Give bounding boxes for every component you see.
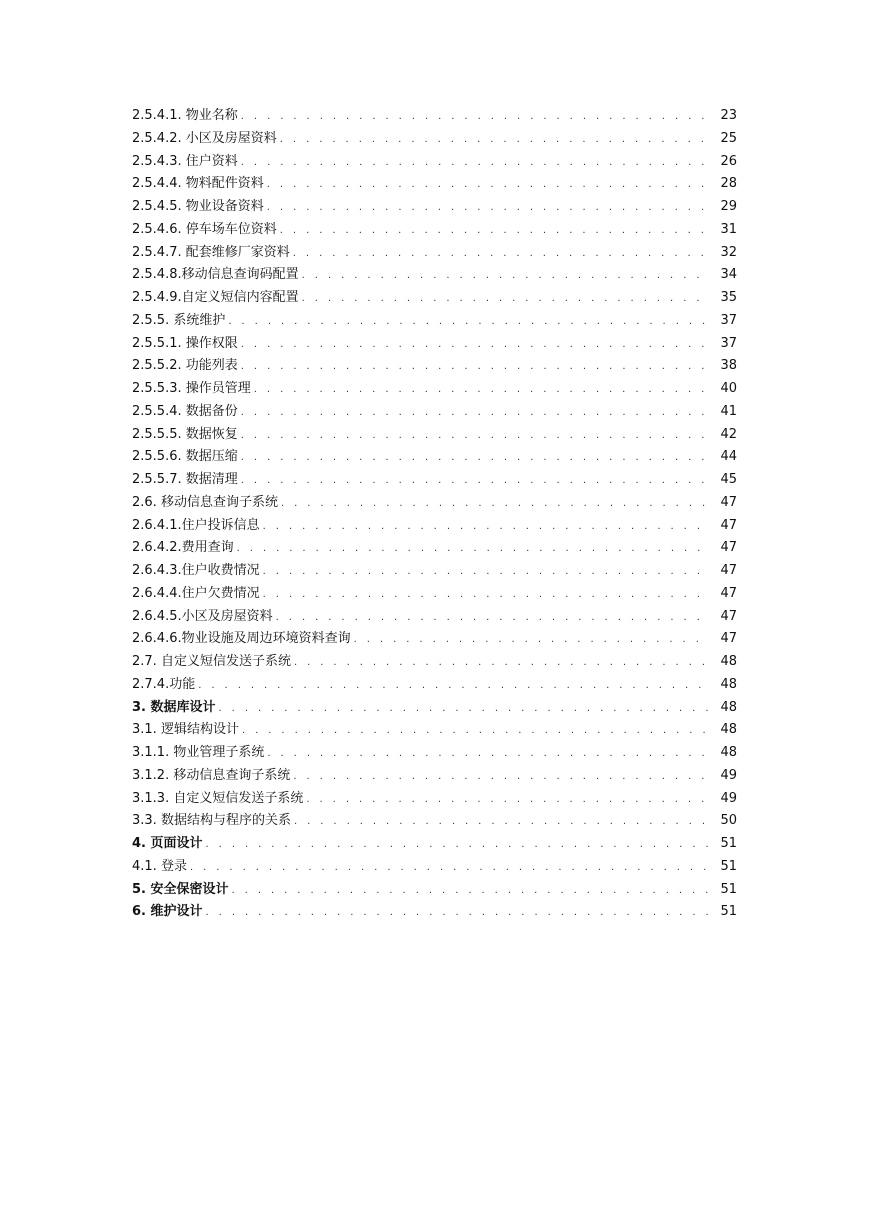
toc-entry-title: 2.5.5. 系统维护: [132, 312, 226, 328]
toc-entry-title: 4. 页面设计: [132, 836, 203, 851]
toc-dot-leader: [237, 538, 709, 561]
toc-page-number: 37: [720, 335, 737, 351]
toc-entry-title: 2.5.4.1. 物业名称: [132, 108, 238, 123]
toc-entry-title: 2.7.4.功能: [132, 676, 196, 692]
toc-entry-title: 3.1.3. 自定义短信发送子系统: [132, 790, 304, 806]
toc-dot-leader: [241, 425, 709, 448]
toc-dot-leader: [302, 265, 709, 288]
toc-dot-leader: [280, 129, 709, 152]
toc-entry-title: 2.5.4.9.自定义短信内容配置: [132, 290, 299, 305]
toc-page-number: 48: [720, 722, 737, 738]
toc-entry-title: 3.1. 逻辑结构设计: [132, 722, 239, 738]
toc-dot-leader: [206, 834, 709, 857]
toc-page-number: 35: [720, 290, 737, 305]
toc-entry-title: 2.5.5.1. 操作权限: [132, 335, 238, 351]
toc-dot-leader: [302, 288, 709, 311]
toc-entry[interactable]: [132, 879, 737, 902]
toc-entry[interactable]: [132, 173, 737, 196]
toc-entry[interactable]: [132, 469, 737, 492]
toc-page-number: 38: [720, 358, 737, 374]
toc-entry-title: 2.7. 自定义短信发送子系统: [132, 654, 291, 669]
toc-page-number: 48: [720, 654, 737, 669]
toc-entry[interactable]: [132, 742, 737, 765]
toc-page-number: 32: [720, 244, 737, 260]
toc-dot-leader: [294, 652, 709, 675]
toc-page-number: 47: [720, 494, 737, 510]
toc-dot-leader: [254, 379, 709, 402]
toc-dot-leader: [276, 607, 709, 630]
toc-dot-leader: [280, 220, 709, 243]
toc-entry[interactable]: [132, 765, 737, 788]
toc-dot-leader: [241, 334, 709, 357]
toc-entry-title: 2.5.4.4. 物料配件资料: [132, 176, 264, 192]
toc-dot-leader: [232, 880, 709, 903]
toc-page-number: 49: [720, 790, 737, 806]
toc-dot-leader: [241, 152, 709, 175]
toc-dot-leader: [294, 811, 709, 834]
toc-entry[interactable]: [132, 355, 737, 378]
toc-entry-title: 2.6.4.5.小区及房屋资料: [132, 608, 273, 624]
toc-page-number: 51: [720, 904, 737, 920]
toc-entry-title: 2.6.4.4.住户欠费情况: [132, 585, 260, 601]
toc-entry-title: 2.5.4.8.移动信息查询码配置: [132, 267, 299, 283]
toc-dot-leader: [267, 197, 709, 220]
toc-page-number: 51: [720, 836, 737, 851]
toc-entry[interactable]: [132, 719, 737, 742]
toc-entry-title: 3. 数据库设计: [132, 699, 216, 715]
toc-dot-leader: [263, 561, 709, 584]
toc-page-number: 26: [720, 153, 737, 169]
toc-page-number: 40: [720, 381, 737, 396]
toc-entry[interactable]: [132, 446, 737, 469]
toc-entry-title: 2.5.4.2. 小区及房屋资料: [132, 130, 277, 146]
toc-entry[interactable]: [132, 537, 737, 560]
toc-entry-title: 5. 安全保密设计: [132, 881, 229, 897]
toc-dot-leader: [267, 174, 709, 197]
toc-dot-leader: [190, 857, 709, 880]
toc-dot-leader: [293, 766, 709, 789]
toc-dot-leader: [306, 789, 709, 812]
toc-entry[interactable]: [132, 333, 737, 356]
toc-page-number: 29: [720, 199, 737, 214]
toc-page-number: 34: [720, 267, 737, 283]
toc-entry-title: 2.5.4.3. 住户资料: [132, 153, 238, 169]
toc-entry[interactable]: [132, 810, 737, 833]
toc-dot-leader: [206, 902, 709, 925]
toc-page-number: 47: [720, 585, 737, 601]
toc-entry[interactable]: [132, 628, 737, 651]
toc-entry[interactable]: [132, 196, 737, 219]
toc-page-number: 47: [720, 608, 737, 624]
toc-entry[interactable]: [132, 264, 737, 287]
toc-page-number: 41: [720, 403, 737, 419]
toc-entry[interactable]: [132, 287, 737, 310]
toc-dot-leader: [241, 447, 709, 470]
toc-page-number: 48: [720, 676, 737, 692]
toc-page-number: 44: [720, 449, 737, 465]
toc-page-number: 51: [720, 858, 737, 874]
toc-entry[interactable]: [132, 378, 737, 401]
toc-page-number: 45: [720, 472, 737, 487]
toc-page-number: 50: [720, 813, 737, 829]
toc-page-number: 47: [720, 517, 737, 533]
toc-page-number: 47: [720, 540, 737, 556]
toc-entry-title: 2.5.5.5. 数据恢复: [132, 426, 238, 442]
toc-entry-title: 3.1.1. 物业管理子系统: [132, 745, 265, 760]
toc-entry-title: 3.1.2. 移动信息查询子系统: [132, 767, 291, 783]
table-of-contents: [132, 105, 737, 924]
toc-entry[interactable]: [132, 401, 737, 424]
toc-page-number: 42: [720, 426, 737, 442]
toc-dot-leader: [228, 311, 709, 334]
toc-entry[interactable]: [132, 105, 737, 128]
toc-entry-title: 4.1. 登录: [132, 858, 187, 874]
toc-entry[interactable]: [132, 788, 737, 811]
toc-page-number: 48: [720, 699, 737, 715]
toc-dot-leader: [241, 402, 709, 425]
toc-entry-title: 2.5.5.7. 数据清理: [132, 472, 238, 487]
toc-dot-leader: [354, 629, 709, 652]
toc-entry[interactable]: [132, 651, 737, 674]
toc-entry-title: 2.5.5.6. 数据压缩: [132, 449, 238, 465]
toc-page-number: 48: [720, 745, 737, 760]
toc-entry-title: 2.5.4.7. 配套维修厂家资料: [132, 244, 290, 260]
toc-entry-title: 2.6.4.3.住户收费情况: [132, 563, 260, 578]
toc-dot-leader: [241, 470, 709, 493]
toc-dot-leader: [219, 698, 709, 721]
toc-page-number: 23: [720, 108, 737, 123]
toc-entry[interactable]: [132, 674, 737, 697]
toc-entry-title: 2.5.4.6. 停车场车位资料: [132, 221, 277, 237]
toc-page-number: 25: [720, 130, 737, 146]
toc-entry[interactable]: [132, 833, 737, 856]
toc-entry[interactable]: [132, 697, 737, 720]
toc-entry-title: 2.6. 移动信息查询子系统: [132, 494, 278, 510]
toc-entry[interactable]: [132, 128, 737, 151]
toc-page-number: 31: [720, 221, 737, 237]
toc-dot-leader: [267, 743, 709, 766]
toc-entry[interactable]: [132, 310, 737, 333]
toc-entry[interactable]: [132, 560, 737, 583]
toc-entry[interactable]: [132, 151, 737, 174]
toc-entry-title: 3.3. 数据结构与程序的关系: [132, 813, 291, 829]
toc-page-number: 49: [720, 767, 737, 783]
toc-entry-title: 2.6.4.1.住户投诉信息: [132, 517, 260, 533]
toc-entry[interactable]: [132, 515, 737, 538]
toc-entry-title: 2.5.5.3. 操作员管理: [132, 381, 251, 396]
toc-entry[interactable]: [132, 424, 737, 447]
toc-dot-leader: [293, 243, 709, 266]
toc-dot-leader: [263, 516, 709, 539]
toc-entry-title: 2.6.4.2.费用查询: [132, 540, 234, 556]
toc-dot-leader: [198, 675, 709, 698]
toc-page-number: 28: [720, 176, 737, 192]
toc-dot-leader: [242, 720, 709, 743]
toc-entry[interactable]: [132, 606, 737, 629]
toc-dot-leader: [281, 493, 709, 516]
toc-page-number: 47: [720, 563, 737, 578]
toc-entry[interactable]: [132, 242, 737, 265]
toc-page-number: 51: [720, 881, 737, 897]
toc-entry-title: 2.6.4.6.物业设施及周边环境资料查询: [132, 631, 351, 647]
toc-entry-title: 2.5.5.2. 功能列表: [132, 358, 238, 374]
toc-entry[interactable]: [132, 492, 737, 515]
toc-entry[interactable]: [132, 901, 737, 924]
toc-page-number: 47: [720, 631, 737, 647]
toc-entry[interactable]: [132, 583, 737, 606]
toc-entry[interactable]: [132, 856, 737, 879]
toc-entry-title: 6. 维护设计: [132, 904, 203, 920]
toc-entry-title: 2.5.5.4. 数据备份: [132, 403, 238, 419]
toc-entry[interactable]: [132, 219, 737, 242]
toc-dot-leader: [241, 356, 709, 379]
toc-entry-title: 2.5.4.5. 物业设备资料: [132, 199, 264, 214]
toc-dot-leader: [263, 584, 709, 607]
toc-dot-leader: [241, 106, 709, 129]
toc-page-number: 37: [720, 312, 737, 328]
